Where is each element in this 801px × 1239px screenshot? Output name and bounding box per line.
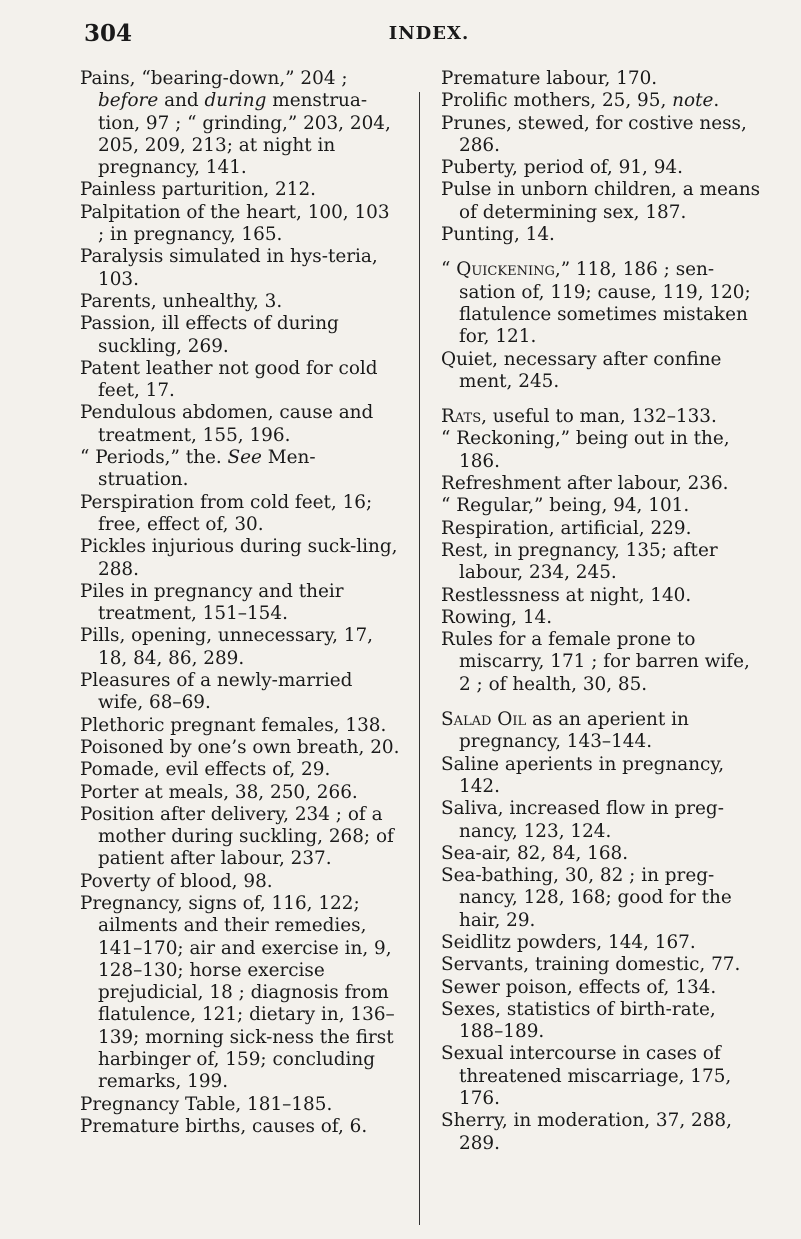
index-entry: Parents, unhealthy, 3. [80,290,283,312]
index-entry: Refreshment after labour, 236. [441,473,729,495]
index-entry: Poisoned by one’s own breath, 20. [80,736,400,758]
index-entry: Perspiration from cold feet, 16; free, effect of, 30. [80,491,373,535]
index-entry: Pleasures of a newly-married wife, 68–69. [80,670,353,714]
index-entry: Sea-air, 82, 84, 168. [441,842,629,864]
index-entry: Paralysis simulated in hys-teria, 103. [80,246,378,290]
column-divider [419,92,420,1225]
index-entry: Pickles injurious during suck-ling, 288. [80,536,398,580]
index-entry: Sexes, statistics of birth-rate, 188–189. [441,998,716,1043]
index-entry: Pregnancy, signs of, 116, 122; ailments and their remedies, 141–170; air and exercise in, 9, 128–130; horse exercise prejudicial, 18 ; diagnosis from flatulence, 121; dietary in, 136–139; morning sick-ness the first harbinger of, 159; concluding remarks, 199. [80,892,395,1093]
index-entry: Rest, in pregnancy, 135; after labour, 234, 245. [441,539,718,584]
index-entry: Porter at meals, 38, 250, 266. [80,781,358,803]
index-entry: Position after delivery, 234 ; of a mother during suckling, 268; of patient after labour, 237. [80,803,394,870]
index-entry: “ Reckoning,” being out in the, 186. [441,428,730,472]
index-entry: Sewer poison, effects of, 134. [441,976,717,998]
index-entry: “ Periods,” the. See Men-struation. [80,447,316,491]
index-entry: Puberty, period of, 91, 94. [441,157,683,179]
index-entry: Punting, 14. [441,224,555,246]
index-entry: Painless parturition, 212. [80,179,316,201]
index-entry: Sexual intercourse in cases of threatened miscarriage, 175, 176. [441,1043,732,1110]
index-entry: Pendulous abdomen, cause and treatment, 155, 196. [80,402,374,446]
index-entry: Poverty of blood, 98. [80,870,273,892]
index-entry: Piles in pregnancy and their treatment, 151–154. [80,580,344,625]
index-entry: Plethoric pregnant females, 138. [80,714,387,736]
index-entry: Patent leather not good for cold feet, 17. [80,357,378,402]
index-entry: “ Quickening,” 118, 186 ; sen-sation of, 119; cause, 119, 120; flatulence sometimes mistaken for, 121. [441,259,751,348]
page-header [84,20,774,56]
index-entry: Respiration, artificial, 229. [441,517,692,539]
index-entry: Salad Oil as an aperient in pregnancy, 143–144. [441,709,689,753]
index-entry: Quiet, necessary after confine ment, 245. [441,348,722,392]
index-entry: Pregnancy Table, 181–185. [80,1093,333,1115]
index-column-right [441,68,761,1155]
running-title: INDEX. [388,23,470,44]
index-entry: Saliva, increased flow in preg-nancy, 123, 124. [441,798,724,842]
index-entry: Rowing, 14. [441,606,553,628]
index-entry: Premature births, causes of, 6. [80,1115,368,1137]
index-entry: Rats, useful to man, 132–133. [441,406,717,428]
index-entry: Pills, opening, unnecessary, 17, 18, 84, 86, 289. [80,625,374,669]
index-entry: Pomade, evil effects of, 29. [80,759,331,781]
index-entry: Seidlitz powders, 144, 167. [441,931,696,953]
index-entry: Prolific mothers, 25, 95, note. [441,90,720,112]
index-entry: “ Regular,” being, 94, 101. [441,495,690,517]
index-entry: Palpitation of the heart, 100, 103 ; in pregnancy, 165. [80,201,390,246]
page-number: 304 [84,20,133,47]
index-entry: Prunes, stewed, for costive ness, 286. [441,112,747,156]
index-entry: Servants, training domestic, 77. [441,954,741,976]
index-entry: Sherry, in moderation, 37, 288, 289. [441,1110,732,1154]
index-entry: Pulse in unborn children, a means of determining sex, 187. [441,179,761,223]
index-entry: Restlessness at night, 140. [441,584,692,606]
index-entry: Rules for a female prone to miscarry, 171 ; for barren wife, 2 ; of health, 30, 85. [441,629,750,695]
index-entry: Passion, ill effects of during suckling, 269. [80,313,339,357]
index-column-left [80,68,400,1138]
index-entry: Premature labour, 170. [441,68,658,89]
index-entry: Saline aperients in pregnancy, 142. [441,753,725,797]
index-entry: Pains, “bearing-down,” 204 ; before and during menstrua-tion, 97 ; “ grinding,” 203, 204, 205, 209, 213; at night in pregnancy, 141. [80,68,391,179]
index-entry: Sea-bathing, 30, 82 ; in preg-nancy, 128, 168; good for the hair, 29. [441,865,732,931]
